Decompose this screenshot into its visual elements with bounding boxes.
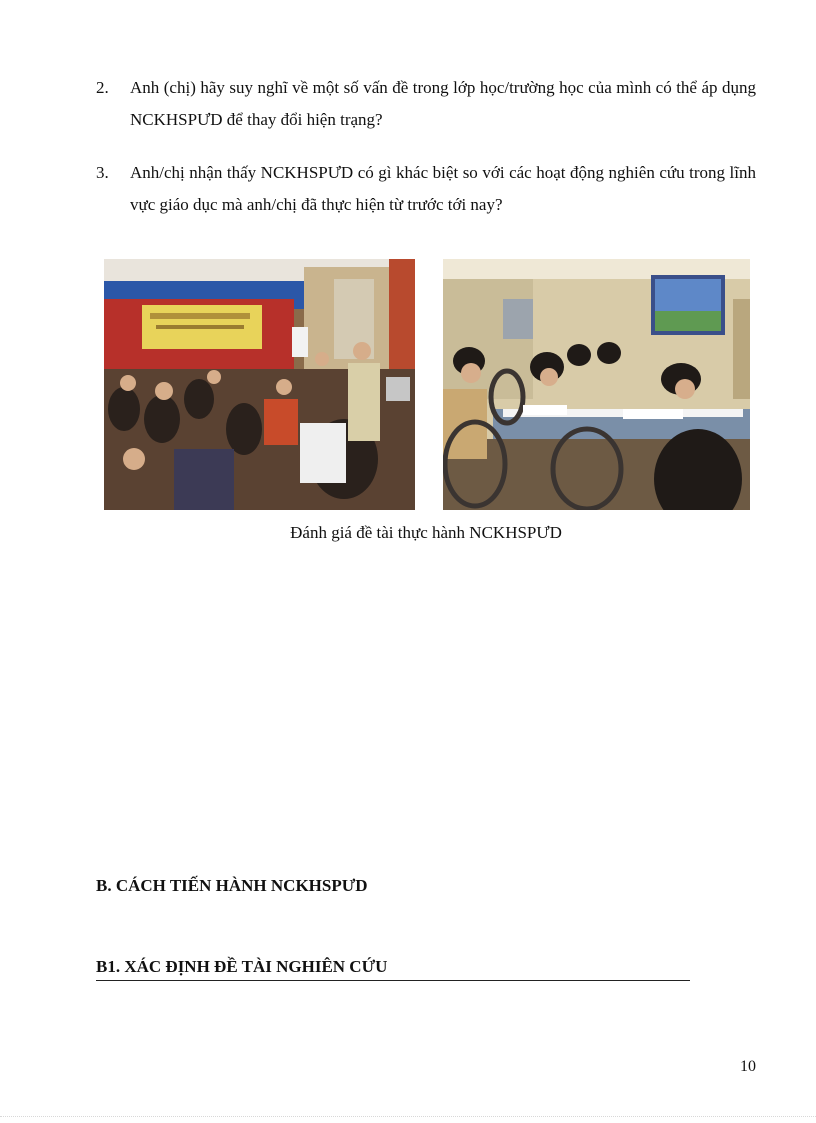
section-heading-b1: B1. XÁC ĐỊNH ĐỀ TÀI NGHIÊN CỨU — [96, 957, 388, 976]
question-number: 2. — [96, 78, 109, 97]
section-heading-b: B. CÁCH TIẾN HÀNH NCKHSPƯD — [96, 876, 368, 895]
question-2 — [96, 72, 756, 136]
photo-caption: Đánh giá đề tài thực hành NCKHSPƯD — [290, 523, 562, 542]
question-number: 3. — [96, 163, 109, 182]
question-text: Anh/chị nhận thấy NCKHSPƯD có gì khác biệt so với các hoạt động nghiên cứu trong lĩnh vực giáo dục mà anh/chị đã thực hiện từ trước tới nay? — [130, 163, 756, 214]
page-bottom-divider — [0, 1116, 816, 1117]
photo-workshop-tables — [443, 259, 750, 510]
question-3 — [96, 157, 756, 221]
photo-meeting-hall — [104, 259, 415, 510]
question-text: Anh (chị) hãy suy nghĩ về một số vấn đề trong lớp học/trường học của mình có thể áp dụng NCKHSPƯD để thay đổi hiện trạng? — [130, 78, 756, 129]
page-number: 10 — [740, 1058, 756, 1075]
heading-underline — [96, 980, 690, 981]
